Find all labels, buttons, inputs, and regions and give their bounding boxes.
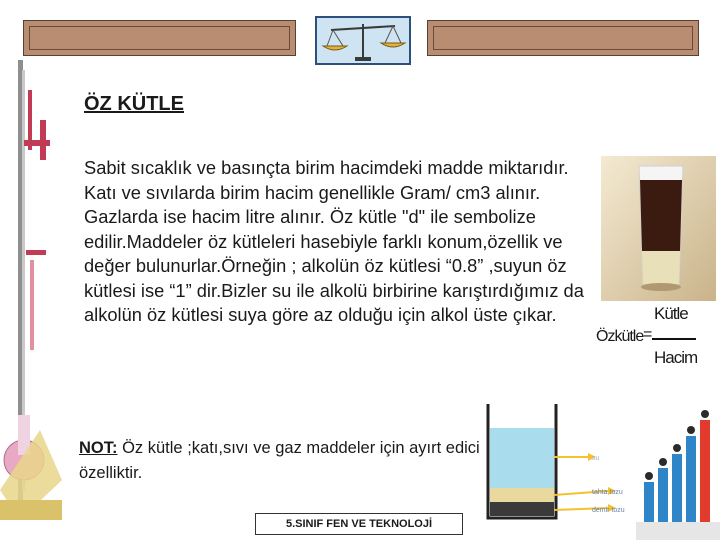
formula-equals: = [643, 326, 653, 343]
balance-scale-icon [317, 18, 409, 63]
note-paragraph [79, 436, 499, 486]
note-text: Öz kütle ;katı,sıvı ve gaz maddeler için ayırt edici özelliktir. [79, 439, 480, 482]
formula-lhs: Özkütle [596, 328, 644, 345]
density-formula [596, 300, 700, 380]
beaker-label-sawdust: tahta tozu [592, 489, 623, 496]
beaker-layers-illustration [480, 402, 640, 528]
footer-course-label: 5.SINIF FEN VE TEKNOLOJİ [255, 513, 463, 535]
formula-fraction-line [652, 338, 696, 340]
beaker-label-iron: demir tozu [592, 507, 625, 514]
lab-stand-illustration [0, 60, 62, 525]
glass-of-liquids-image [601, 156, 716, 301]
beaker-label-water: su [592, 455, 600, 462]
formula-numerator: Kütle [654, 304, 688, 323]
header-bar-left [23, 20, 296, 56]
formula-denominator: Hacim [654, 348, 698, 367]
growth-chart-decoration [636, 392, 720, 540]
balance-scale-image [315, 16, 411, 65]
section-title: ÖZ KÜTLE [84, 93, 184, 115]
header-bar-right [427, 20, 699, 56]
definition-paragraph: Sabit sıcaklık ve basınçta birim hacimdeki madde miktarıdır. Katı ve sıvılarda birim hacim genellikle Gram/ cm3 alınır. Gazlarda ise hacim litre alınır. Öz kütle "d" ile sembolize edilir.Maddeler öz kütleleri hasebiyle farklı konum,özellik ve değer bulunurlar.Örneğin ; alkolün öz kütlesi “0.8” ,suyun öz kütlesi ise “1” dir.Bizler su ile alkolü birbirine karıştırdığımız da alkolün öz kütlesi suya göre az olduğu için alkol üste çıkar. [84, 157, 584, 325]
note-label: NOT: [79, 439, 118, 457]
